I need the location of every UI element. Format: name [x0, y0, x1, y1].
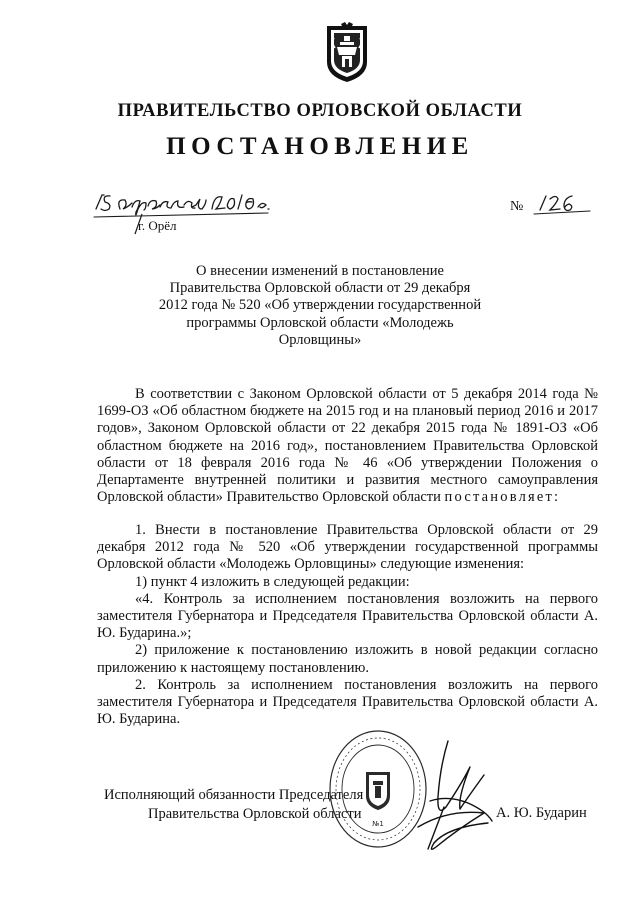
- document-type-title: ПОСТАНОВЛЕНИЕ: [166, 133, 474, 160]
- subject-line: О внесении изменений в постановление: [196, 263, 444, 279]
- date-transcription: [96, 196, 182, 211]
- handwritten-number: [532, 190, 594, 220]
- decree-item: 2) приложение к постановлению изложить в новой редакции согласно приложению к настоящему постановлению.: [97, 642, 598, 676]
- subject-line: программы Орловской области «Молодежь: [186, 314, 454, 331]
- signatory-line: Исполняющий обязанности Председателя: [104, 787, 364, 803]
- signatory-line: Правительства Орловской области: [148, 806, 362, 822]
- city-label: г. Орёл: [138, 218, 177, 233]
- handwritten-signature-icon: [388, 737, 498, 855]
- subject-line: Орловщины»: [278, 331, 362, 348]
- document-subject: [150, 263, 490, 349]
- orel-coat-of-arms-icon: [323, 22, 371, 84]
- government-title: ПРАВИТЕЛЬСТВО ОРЛОВСКОЙ ОБЛАСТИ: [117, 101, 523, 121]
- subject-line: 2012 года № 520 «Об утверждении государственной: [158, 297, 482, 314]
- svg-text:№1: №1: [372, 820, 384, 828]
- decree-items: [97, 522, 598, 728]
- number-label: №: [510, 199, 524, 214]
- decree-item: «4. Контроль за исполнением постановления возложить на первого заместителя Губернатора и Председателя Правительства Орловской области А. Ю. Бударина.»;: [97, 590, 598, 642]
- decree-item: 1. Внести в постановление Правительства Орловской области от 29 декабря 2012 года № 520 «Об утверждении государственной программы Орловской области «Молодежь Орловщины» следующие изменения:: [97, 522, 598, 573]
- decree-item: 2. Контроль за исполнением постановления возложить на первого заместителя Губернатора и Председателя Правительства Орловской области А. Ю. Бударина.: [97, 676, 598, 728]
- preamble-paragraph: [97, 386, 598, 506]
- decree-word: постановляет:: [444, 489, 561, 506]
- preamble-text: В соответствии с Законом Орловской области от 5 декабря 2014 года № 1699-ОЗ «Об областном бюджете на 2015 год и на плановый период 2016 и 2017 годов», Законом Орловской области от 22 декабря 2015 года № 1891-ОЗ «Об областном бюджете на 2016 год», постановлением Правительства Орловской области от 18 февраля 2016 года № 46 «Об утверждении Положения о Департаменте внутренней политики и развития местного самоуправления Орловской области» Правительство Орловской области: [97, 386, 598, 506]
- decree-item: 1) пункт 4 изложить в следующей редакции:: [135, 573, 410, 590]
- subject-line: Правительства Орловской области от 29 декабря: [169, 280, 471, 297]
- signatory-name: А. Ю. Бударин: [496, 805, 587, 821]
- signatory-position: [104, 786, 363, 824]
